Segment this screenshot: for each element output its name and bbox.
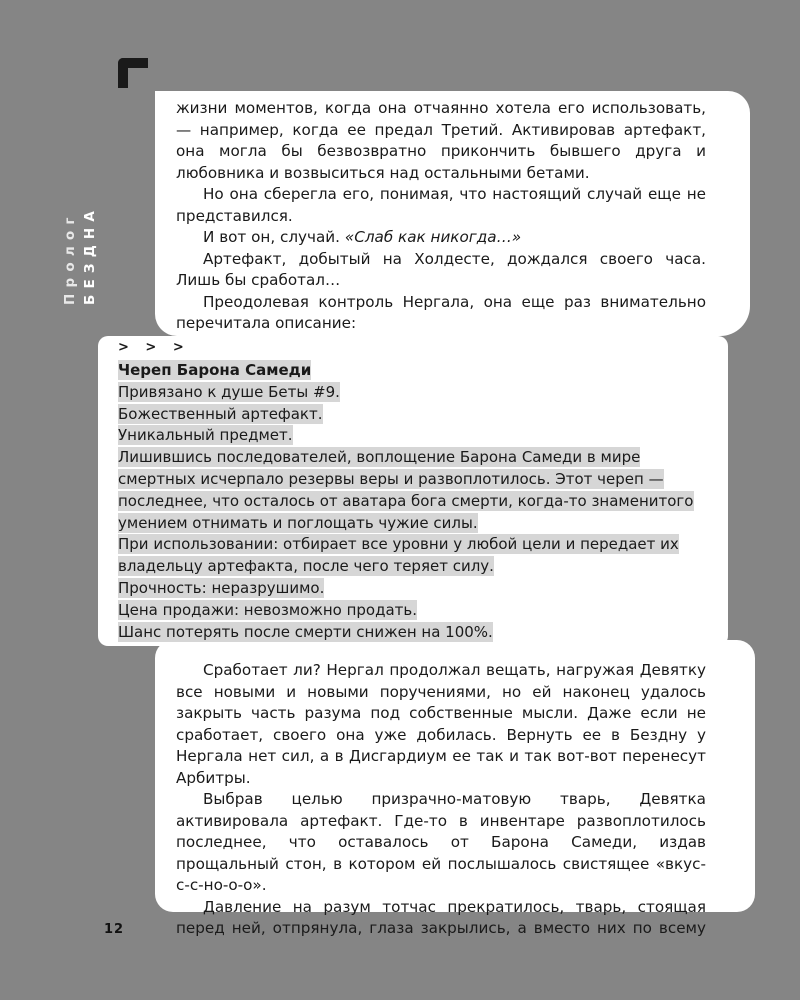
item-line (118, 534, 708, 578)
chapter-side-tab (58, 195, 102, 305)
item-line (118, 622, 708, 644)
item-line-text: Шанс потерять после смерти снижен на 100%. (118, 622, 493, 641)
paragraph: Но она сберегла его, понимая, что настоящий случай еще не представился. (176, 185, 706, 225)
quote-text: «Слаб как никогда…» (344, 228, 522, 246)
paragraph: Артефакт, добытый на Холдесте, дождался своего часа. Лишь бы сработал… (176, 249, 706, 289)
item-name (118, 360, 708, 382)
item-line-text: Уникальный предмет. (118, 426, 293, 445)
paragraph (176, 227, 706, 249)
bottom-text (176, 660, 706, 940)
item-line-text: Цена продажи: невозможно продать. (118, 600, 417, 619)
chapter-label: БЕЗДНА (82, 204, 98, 305)
section-label: Пролог (62, 211, 78, 305)
item-line (118, 578, 708, 600)
page-number: 12 (104, 922, 125, 937)
item-line (118, 447, 708, 534)
item-line-text: Прочность: неразрушимо. (118, 578, 325, 597)
item-line (118, 600, 708, 622)
paragraph: Выбрав целью призрачно-матовую тварь, Девятка активировала артефакт. Где-то в инвентаре развоплотилось последнее, что оставалось от Барона Самеди, издав прощальный стон, в котором ей послышалось свистящее «вкус-с-с-но-о-о». (176, 790, 706, 894)
item-line-text: Божественный артефакт. (118, 404, 323, 423)
item-name-text: Череп Барона Самеди (118, 361, 312, 379)
item-line-text: Лишившись последователей, воплощение Барона Самеди в мире смертных исчерпало резервы веры и развоплотилось. Этот череп — последнее, что осталось от аватара бога смерти, когда-то знаменитого умением отнимать и поглощать чужие силы. (118, 448, 694, 532)
item-card (118, 338, 708, 643)
paragraph: жизни моментов, когда она отчаянно хотела его использовать, — например, когда ее предал Третий. Активировав артефакт, она могла бы безвозвратно прикончить бывшего друга и любовника и возвыситься над остальными бетами. (176, 99, 706, 182)
paragraph-text: И вот он, случай. (203, 228, 341, 246)
card-arrows: > > > (118, 340, 190, 355)
item-line-text: Привязано к душе Беты #9. (118, 382, 340, 401)
paragraph: Преодолевая контроль Нергала, она еще раз внимательно перечитала описание: (176, 292, 706, 332)
paragraph: Сработает ли? Нергал продолжал вещать, нагружая Девятку все новыми и новыми поручениями, но ей наконец удалось закрыть часть разума под собственные мысли. Даже если не сработает, своего она уже добилась. Вернуть ее в Бездну у Нергала нет сил, а в Дисгардиум ее так и так вот-вот перенесут Арбитры. (176, 661, 706, 787)
item-line-text: При использовании: отбирает все уровни у любой цели и передает их владельцу артефакта, после чего теряет силу. (118, 535, 679, 576)
top-text (176, 98, 706, 335)
item-line (118, 425, 708, 447)
item-line (118, 382, 708, 404)
corner-bracket-icon (118, 58, 148, 88)
item-line (118, 404, 708, 426)
paragraph: Давление на разум тотчас прекратилось, тварь, стоящая перед ней, отпрянула, глаза закрылись, а вместо них по всему (176, 897, 706, 937)
